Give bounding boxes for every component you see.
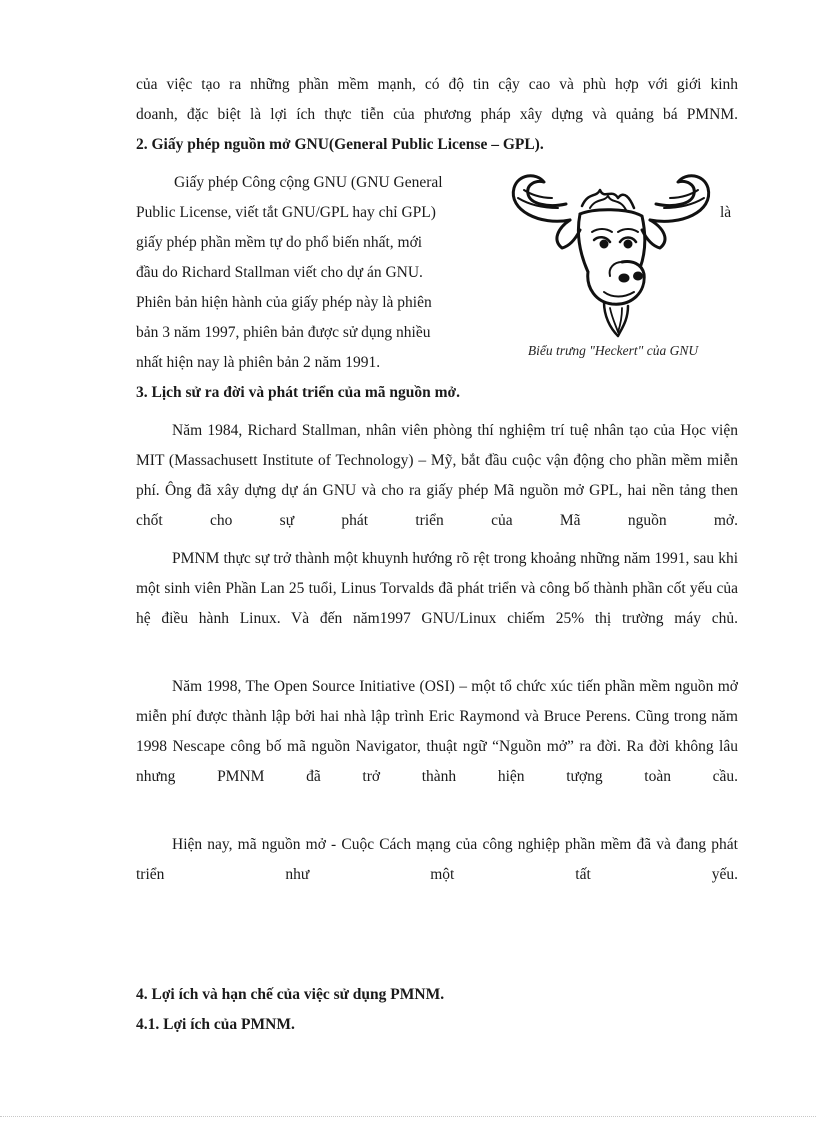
paragraph-now: Hiện nay, mã nguồn mở - Cuộc Cách mạng của công nghiệp phần mềm đã và đang phát triển như một tất yếu. [136,836,738,883]
heading-history: 3. Lịch sử ra đời và phát triển của mã nguồn mở. [136,384,461,401]
gpl-line: bản 3 năm 1997, phiên bản được sử dụng nhiều [136,324,431,341]
gpl-line: nhất hiện nay là phiên bản 2 năm 1991. [136,354,381,371]
gpl-continuation-word: là [720,204,732,221]
heading-benefits: 4.1. Lợi ích của PMNM. [136,1016,295,1033]
paragraph-1998: Năm 1998, The Open Source Initiative (OSI) – một tổ chức xúc tiến phần mềm nguồn mở miễn phí được thành lập bởi hai nhà lập trình Eric Raymond và Bruce Perens. Cũng trong năm 1998 Nescape công bố mã nguồn Navigator, thuật ngữ “Nguồn mở” ra đời. Ra đời không lâu nhưng PMNM đã trở thành hiện tượng toàn cầu. [136,678,738,785]
gnu-heckert-logo [500,168,722,342]
paragraph-1991: PMNM thực sự trở thành một khuynh hướng rõ rệt trong khoảng những năm 1991, sau khi một sinh viên Phần Lan 25 tuổi, Linus Torvalds đã phát triển và công bố thành phần cốt yếu của hệ điều hành Linux. Và đến năm1997 GNU/Linux chiếm 25% thị trường máy chủ. [136,550,738,627]
heading-benefits-limits: 4. Lợi ích và hạn chế của việc sử dụng PMNM. [136,986,445,1003]
gpl-line: Giấy phép Công cộng GNU (GNU General [174,174,443,191]
gpl-paragraph [136,168,484,378]
paragraph-1984: Năm 1984, Richard Stallman, nhân viên phòng thí nghiệm trí tuệ nhân tạo của Học viện MIT (Massachusett Institute of Technology) – Mỹ, bắt đầu cuộc vận động cho phần mềm miễn phí. Ông đã xây dựng dự án GNU và cho ra giấy phép Mã nguồn mở GPL, hai nền tảng then chốt cho sự phát triển của Mã nguồn mở. [136,422,738,529]
gpl-line: Phiên bản hiện hành của giấy phép này là phiên [136,294,432,311]
gpl-line: đầu do Richard Stallman viết cho dự án GNU. [136,264,423,281]
page-bottom-divider [0,1116,816,1117]
top-paragraph-line-1: của việc tạo ra những phần mềm mạnh, có độ tin cậy cao và phù hợp với giới kinh [136,76,738,93]
top-paragraph-line-2: doanh, đặc biệt là lợi ích thực tiễn của phương pháp xây dựng và quảng bá PMNM. [136,106,738,123]
heading-gpl: 2. Giấy phép nguồn mở GNU(General Public License – GPL). [136,136,544,153]
gpl-line: Public License, viết tắt GNU/GPL hay chỉ GPL) [136,204,436,221]
gpl-line: giấy phép phần mềm tự do phổ biến nhất, mới [136,234,423,251]
logo-caption: Biểu trưng "Heckert" của GNU [527,343,699,358]
